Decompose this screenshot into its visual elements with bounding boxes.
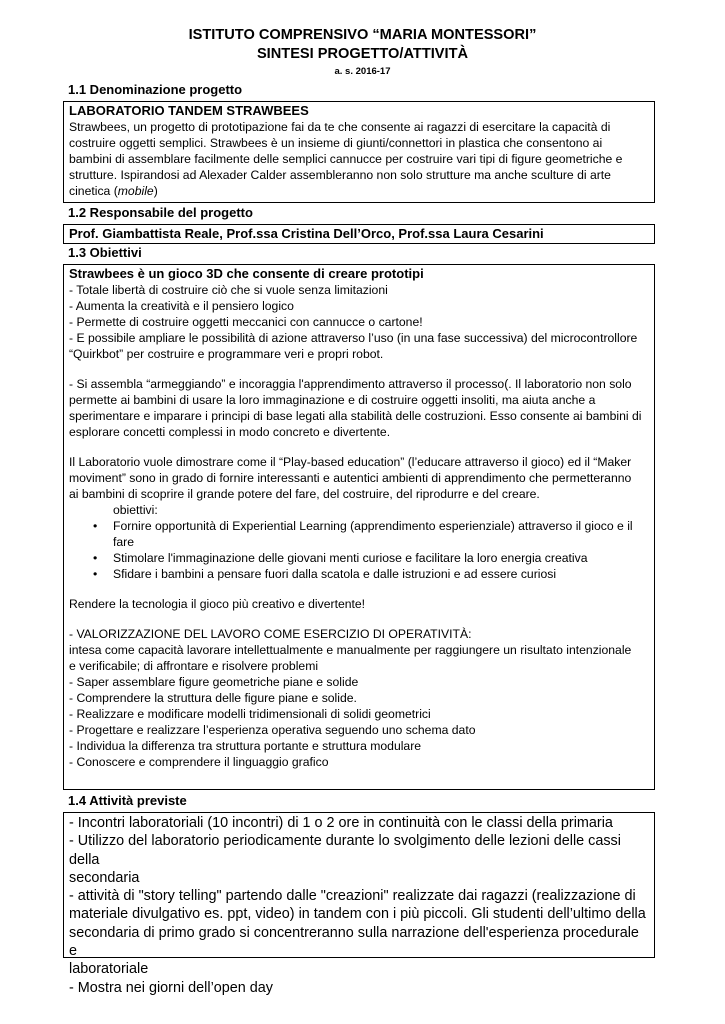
list-item: • Stimolare l'immaginazione delle giovani menti curiose e facilitare la loro energia creativa — [93, 551, 588, 565]
list-item: • Sfidare i bambini a pensare fuori dalla scatola e dalle istruzioni e ad essere curiosi — [93, 567, 557, 581]
objective-line: - Realizzare e modificare modelli tridimensionali di solidi geometrici — [69, 707, 431, 721]
project-line-last: cinetica (mobile) — [69, 184, 158, 198]
project-line: costruire oggetti semplici. Strawbees è un insieme di giunti/connettori in plastica che consentono ai — [69, 136, 603, 150]
activity-line: materiale divulgativo es. ppt, video) in tandem con i più piccoli. Gli studenti dell’ultimo della — [69, 906, 646, 923]
document-title: SINTESI PROGETTO/ATTIVITÀ — [256, 46, 469, 62]
paragraph-line: sperimentare e imparare i principi di base legati alla stabilità delle costruzioni. Esso consente ai bambini di — [69, 409, 642, 423]
project-line: bambini di assemblare facilmente delle semplici cannucce per costruire vari tipi di figure geometriche e — [69, 152, 623, 166]
activity-line: laboratoriale — [69, 961, 149, 978]
objective-line: - VALORIZZAZIONE DEL LAVORO COME ESERCIZIO DI OPERATIVITÀ: — [69, 627, 472, 641]
responsible-names: Prof. Giambattista Reale, Prof.ssa Cristina Dell’Orco, Prof.ssa Laura Cesarini — [69, 226, 544, 241]
activity-line: - attività di "story telling" partendo dalle "creazioni" realizzate dai ragazzi (realizzazione di — [69, 888, 636, 905]
bullet-icon: • — [93, 519, 98, 533]
objective-line: “Quirkbot” per costruire e programmare veri e propri robot. — [69, 347, 384, 361]
objective-line: - E possibile ampliare le possibilità di azione attraverso l’uso (in una fase successiva) del microcontrollore — [69, 331, 638, 345]
project-name-box — [63, 101, 655, 203]
bullet-icon: • — [93, 551, 98, 565]
objectives-bullet-list — [69, 518, 649, 582]
objective-line: - Totale libertà di costruire ciò che si vuole senza limitazioni — [69, 283, 388, 297]
section-1-1-heading: 1.1 Denominazione progetto — [68, 82, 243, 97]
section-1-3-heading: 1.3 Obiettivi — [68, 245, 142, 260]
objectives-title: Strawbees è un gioco 3D che consente di creare prototipi — [69, 266, 424, 281]
objective-line: - Saper assemblare figure geometriche piane e solide — [69, 675, 359, 689]
list-item: • Fornire opportunità di Experiential Learning (apprendimento esperienziale) attraverso il gioco e il fare — [93, 519, 633, 549]
responsible-box — [63, 224, 655, 244]
activities-box — [63, 812, 655, 996]
paragraph-line: Il Laboratorio vuole dimostrare come il “Play-based education” (l’educare attraverso il gioco) ed il “Maker — [69, 455, 632, 469]
objective-line: - Aumenta la creatività e il pensiero logico — [69, 299, 294, 313]
objectives-box — [63, 264, 655, 790]
project-line: Strawbees, un progetto di prototipazione fai da te che consente ai ragazzi di esercitare la capacità di — [69, 120, 611, 134]
objective-line: - Comprendere la struttura delle figure piane e solide. — [69, 691, 357, 705]
school-year: a. s. 2016-17 — [334, 66, 391, 77]
paragraph-line: permette ai bambini di usare la loro immaginazione e di costruire oggetti insoliti, ma aiuta anche a — [69, 393, 596, 407]
paragraph-line: esplorare concetti complessi in modo concreto e divertente. — [69, 425, 391, 439]
objective-line: - Conoscere e comprendere il linguaggio grafico — [69, 755, 329, 769]
obiettivi-label: obiettivi: — [113, 503, 158, 517]
activity-line: secondaria di primo grado si concentreranno sulla narrazione dell'esperienza procedurale e — [69, 924, 639, 960]
bullet-icon: • — [93, 567, 98, 581]
objective-line: intesa come capacità lavorare intellettualmente e manualmente per raggiungere un risultato intenzionale — [69, 643, 632, 657]
objective-line: e verificabile; di affrontare e risolvere problemi — [69, 659, 319, 673]
project-title: LABORATORIO TANDEM STRAWBEES — [69, 103, 309, 118]
paragraph-line: ai bambini di scoprire il grande potere del fare, del costruire, del riprodurre e del creare. — [69, 487, 540, 501]
section-1-2-heading: 1.2 Responsabile del progetto — [68, 205, 253, 220]
activity-line: secondaria — [69, 869, 140, 886]
mobile-italic: mobile — [117, 184, 154, 198]
paragraph-line: - Si assembla “armeggiando” e incoraggia l'apprendimento attraverso il processo(. Il laboratorio non solo — [69, 377, 632, 391]
institute-title: ISTITUTO COMPRENSIVO “MARIA MONTESSORI” — [188, 27, 537, 43]
paragraph-line: moviment” sono in grado di fornire interessanti e autentici ambienti di apprendimento che permetteranno — [69, 471, 632, 485]
section-1-4-heading: 1.4 Attività previste — [68, 793, 187, 808]
activity-line: - Incontri laboratoriali (10 incontri) di 1 o 2 ore in continuità con le classi della primaria — [69, 815, 613, 831]
activity-line: - Mostra nei giorni dell’open day — [69, 979, 273, 996]
activity-line: - Utilizzo del laboratorio periodicamente durante lo svolgimento delle lezioni delle cassi della — [69, 833, 621, 868]
objective-line: - Progettare e realizzare l’esperienza operativa seguendo uno schema dato — [69, 723, 476, 737]
project-line: strutture. Ispirandosi ad Alexader Calder assembleranno non solo strutture ma anche sculture di arte — [69, 168, 611, 182]
objective-line: - Individua la differenza tra struttura portante e struttura modulare — [69, 739, 422, 753]
rendere-line: Rendere la tecnologia il gioco più creativo e divertente! — [69, 597, 366, 611]
objective-line: - Permette di costruire oggetti meccanici con cannucce o cartone! — [69, 315, 423, 329]
